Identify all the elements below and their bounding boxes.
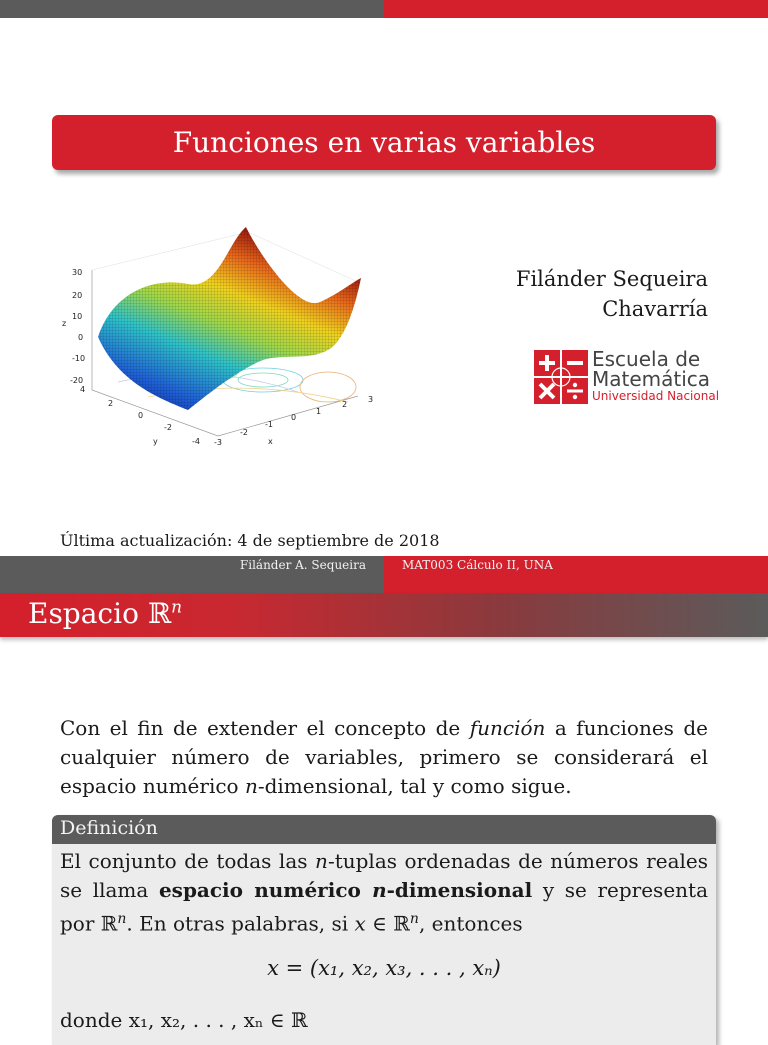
last-updated: Última actualización: 4 de septiembre de 2018 [60,531,440,550]
def-bold-1: espacio numérico [158,878,373,902]
y-tick: 0 [138,411,144,420]
x-tick: -2 [240,428,248,437]
def-text-3: y se representa por ℝ [60,878,709,936]
def-text-1: El conjunto de todas las [60,849,316,873]
frame-title-sup: n [171,597,183,618]
def-text-5: ∈ ℝ [365,911,410,936]
frame-title [28,597,182,630]
top-bar-right [384,0,768,18]
logo-line-2: Matemática [592,367,711,391]
x-tick: -1 [265,420,273,429]
surface-mesh [98,227,361,410]
z-tick: 10 [72,312,83,321]
logo-line-3: Universidad Nacional [592,389,720,403]
def-bold-n: n [372,878,387,902]
formula-text: x = (x₁, x₂, x₃, . . . , xₙ) [267,956,501,980]
z-tick: 20 [72,291,83,300]
y-tick: -2 [164,423,172,432]
z-tick: -20 [70,376,84,385]
y-tick: 4 [80,385,86,394]
def-sup-2: n [409,911,419,927]
frame-title-main: Espacio ℝ [28,597,172,630]
author-line-2: Chavarría [602,297,708,321]
x-tick: 3 [368,395,374,404]
intro-emphasis: función [469,716,546,740]
def-bold [159,878,532,902]
intro-text-1: Con el fin de extender el concepto de [60,716,470,740]
def-n-1: n [315,849,328,873]
z-tick: -10 [72,354,86,363]
def-bold-2: -dimensional [386,878,533,902]
def-x: x [354,911,366,936]
surface-plot [58,222,378,454]
definition-title: Definición [60,817,158,839]
intro-n: n [244,774,258,798]
z-tick: 30 [72,268,83,277]
x-axis-label: x [268,437,273,446]
footer-course: MAT003 Cálculo II, UNA [402,558,553,572]
def-sup-1: n [117,911,127,927]
logo-line-1: Escuela de [592,347,701,371]
def-text-4: . En otras palabras, si [126,911,355,936]
definition-continuation: donde x₁, x₂, . . . , xₙ ∈ ℝ [60,1008,308,1032]
footer-author: Filánder A. Sequeira [239,558,366,572]
z-tick: 0 [78,333,84,342]
x-tick: -3 [214,438,222,447]
definition-formula [52,956,716,980]
presentation-title: Funciones en varias variables [172,126,596,159]
x-tick: 2 [342,400,348,409]
intro-paragraph [60,714,708,801]
top-bar-left [0,0,384,18]
title-box [52,115,716,170]
definition-body [60,847,708,939]
def-text-2: -tuplas ordenadas de números reales se llama [60,849,708,902]
author-line-1: Filánder Sequeira [515,267,708,291]
def-text-6: , entonces [418,911,523,936]
x-tick: 0 [291,413,297,422]
author-name [516,264,708,324]
y-tick: -4 [192,437,200,446]
intro-text-3: -dimensional, tal y como sigue. [257,774,572,798]
y-tick: 2 [108,399,114,408]
intro-text-2: a funciones de cualquier número de variables, primero se considerará el espacio numérico [60,716,709,798]
z-axis-label: z [62,319,67,328]
x-tick: 1 [316,407,322,416]
y-axis-label: y [153,437,158,446]
logo-text [592,349,719,403]
